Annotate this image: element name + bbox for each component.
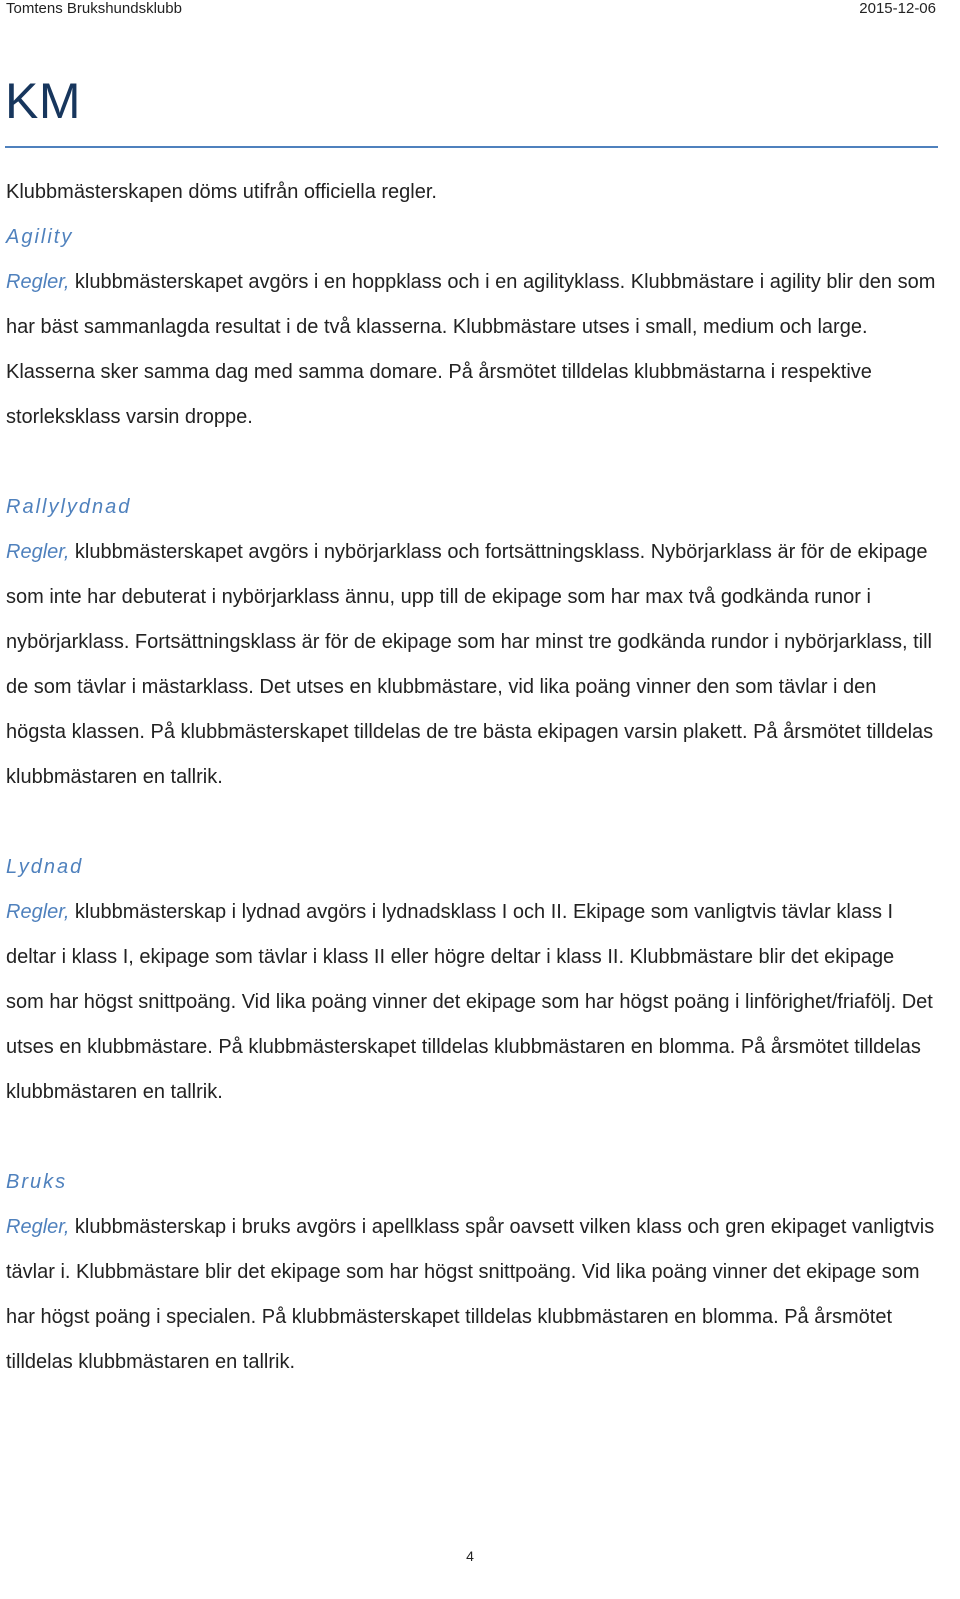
regler-label: Regler, bbox=[6, 271, 70, 293]
regler-label: Regler, bbox=[6, 541, 70, 563]
page-number: 4 bbox=[466, 1548, 474, 1564]
section-heading: Bruks bbox=[6, 1171, 68, 1193]
regler-label: Regler, bbox=[6, 1216, 70, 1238]
document-body bbox=[6, 170, 936, 1385]
intro-paragraph: Klubbmästerskapen döms utifrån officiella regler. bbox=[6, 181, 437, 203]
header-org: Tomtens Brukshundsklubb bbox=[6, 0, 182, 17]
section-text: klubbmästerskapet avgörs i nybörjarklass och fortsättningsklass. Nybörjarklass är för de ekipage som inte har debuterat i nybörjarklass ännu, upp till de ekipage som har max två godkända runor i nybörjarklass. Fortsättningsklass är för de ekipage som har minst tre godkända rundor i nybörjarklass, till de som tävlar i mästarklass. Det utses en klubbmästare, vid lika poäng vinner den som tävlar i den högsta klassen. På klubbmästerskapet tilldelas de tre bästa ekipagen varsin plakett. På årsmötet tilldelas klubbmästaren en tallrik. bbox=[6, 541, 934, 788]
section-heading: Agility bbox=[6, 226, 74, 248]
section-text: klubbmästerskap i bruks avgörs i apellklass spår oavsett vilken klass och gren ekipaget vanligtvis tävlar i. Klubbmästare blir det ekipage som har högst snittpoäng. Vid lika poäng vinner det ekipage som har högst poäng i specialen. På klubbmästerskapet tilldelas klubbmästaren en blomma. På årsmötet tilldelas klubbmästaren en tallrik. bbox=[6, 1216, 935, 1373]
section-paragraph bbox=[6, 890, 936, 1115]
section-heading: Lydnad bbox=[6, 856, 84, 878]
section-agility bbox=[6, 215, 936, 440]
section-text: klubbmästerskap i lydnad avgörs i lydnadsklass I och II. Ekipage som vanligtvis tävlar klass I deltar i klass I, ekipage som tävlar i klass II eller högre deltar i klass II. Klubbmästare blir det ekipage som har högst snittpoäng. Vid lika poäng vinner det ekipage som har högst poäng i linförighet/friafölj. Det utses en klubbmästare. På klubbmästerskapet tilldelas klubbmästaren en blomma. På årsmötet tilldelas klubbmästaren en tallrik. bbox=[6, 901, 933, 1103]
section-rallylydnad bbox=[6, 485, 936, 800]
section-paragraph bbox=[6, 260, 936, 440]
section-lydnad bbox=[6, 845, 936, 1115]
section-heading: Rallylydnad bbox=[6, 496, 132, 518]
section-spacer bbox=[6, 1115, 936, 1160]
section-paragraph bbox=[6, 530, 936, 800]
section-text: klubbmästerskapet avgörs i en hoppklass och i en agilityklass. Klubbmästare i agility blir den som har bäst sammanlagda resultat i de två klasserna. Klubbmästare utses i small, medium och large. Klasserna sker samma dag med samma domare. På årsmötet tilldelas klubbmästarna i respektive storleksklass varsin droppe. bbox=[6, 271, 936, 428]
header-date: 2015-12-06 bbox=[859, 0, 936, 17]
section-paragraph bbox=[6, 1205, 936, 1385]
section-spacer bbox=[6, 440, 936, 485]
section-bruks bbox=[6, 1160, 936, 1385]
section-spacer bbox=[6, 800, 936, 845]
page-header bbox=[6, 0, 936, 18]
regler-label: Regler, bbox=[6, 901, 70, 923]
page-title: KM bbox=[5, 73, 81, 129]
title-divider bbox=[5, 146, 938, 148]
